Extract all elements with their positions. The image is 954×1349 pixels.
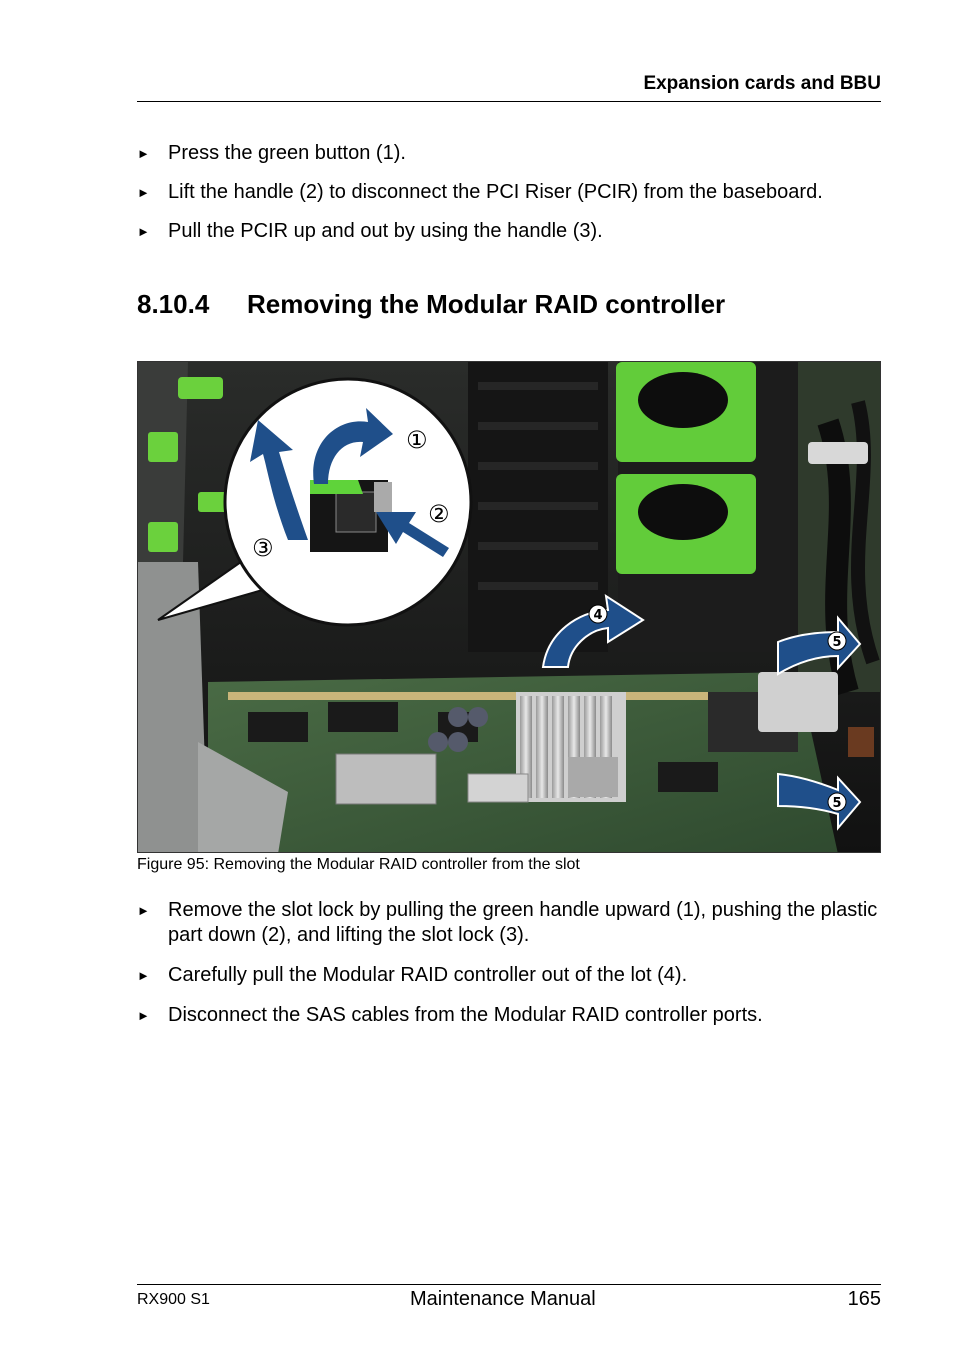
running-header: Expansion cards and BBU xyxy=(643,73,881,94)
bullet-triangle-icon: ► xyxy=(137,968,150,983)
step-text: Disconnect the SAS cables from the Modular RAID controller ports. xyxy=(168,1004,763,1026)
bullet-triangle-icon: ► xyxy=(137,224,150,239)
step-text: Lift the handle (2) to disconnect the PCI Riser (PCIR) from the baseboard. xyxy=(168,181,823,203)
figure-caption: Figure 95: Removing the Modular RAID controller from the slot xyxy=(137,856,580,873)
section-heading xyxy=(137,289,725,320)
step-item xyxy=(137,141,881,166)
step-text: Press the green button (1). xyxy=(168,142,406,164)
callout-5a: 5 xyxy=(832,635,842,650)
step-text: Remove the slot lock by pulling the green handle upward (1), pushing the plastic part down (2), and lifting the slot lock (3). xyxy=(168,899,878,946)
footer-manual-title: Maintenance Manual xyxy=(410,1288,596,1310)
top-step-list xyxy=(137,141,881,258)
callout-4: 4 xyxy=(593,608,603,623)
bullet-triangle-icon: ► xyxy=(137,146,150,161)
footer-rule xyxy=(137,1284,881,1285)
footer-model: RX900 S1 xyxy=(137,1291,210,1308)
callout-2: ② xyxy=(428,500,450,528)
step-item xyxy=(137,219,881,244)
step-item xyxy=(137,963,881,988)
section-title: Removing the Modular RAID controller xyxy=(247,289,726,319)
figure-photo xyxy=(137,361,881,853)
step-item xyxy=(137,180,881,205)
step-text: Carefully pull the Modular RAID controller out of the lot (4). xyxy=(168,964,688,986)
step-text: Pull the PCIR up and out by using the handle (3). xyxy=(168,220,603,242)
server-interior-illustration xyxy=(138,362,881,853)
header-rule xyxy=(137,101,881,102)
callout-3: ③ xyxy=(252,534,274,562)
step-item xyxy=(137,898,881,948)
bullet-triangle-icon: ► xyxy=(137,185,150,200)
callout-5b: 5 xyxy=(832,796,842,811)
bullet-triangle-icon: ► xyxy=(137,1008,150,1023)
step-item xyxy=(137,1003,881,1028)
bullet-triangle-icon: ► xyxy=(137,903,150,918)
callout-1: ① xyxy=(406,426,428,454)
bottom-step-list xyxy=(137,898,881,1043)
page-number: 165 xyxy=(847,1288,881,1310)
section-number: 8.10.4 xyxy=(137,289,210,319)
